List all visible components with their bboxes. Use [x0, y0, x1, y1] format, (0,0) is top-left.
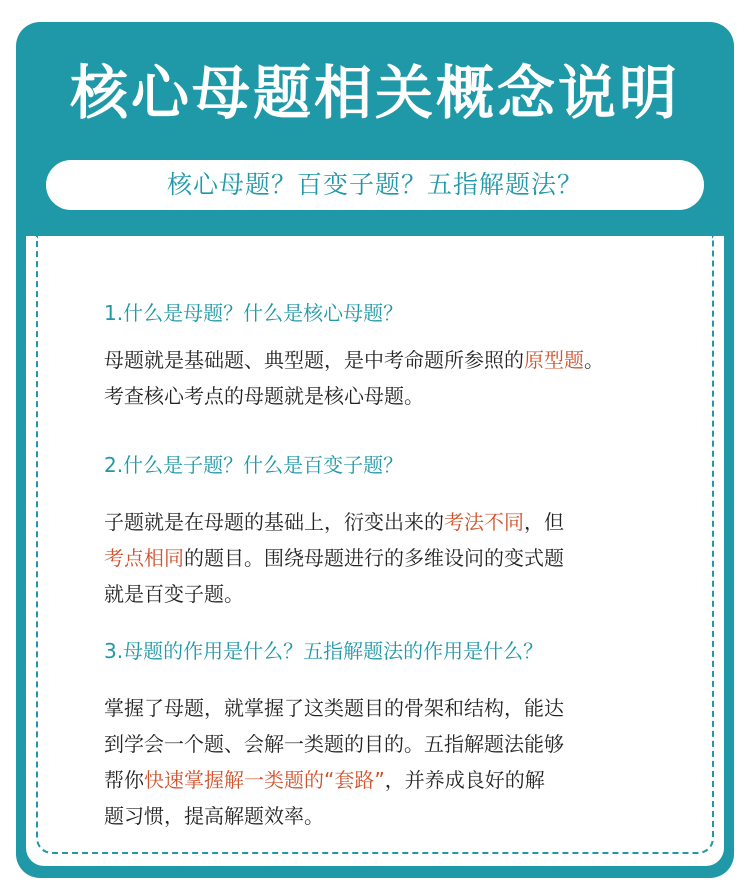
text-segment: 的题目。围绕母题进行的多维设问的变式题	[184, 546, 564, 570]
text-segment: ，但	[524, 510, 564, 534]
text-segment: 。	[584, 348, 604, 372]
section-line	[104, 378, 664, 414]
header-card	[16, 22, 734, 878]
text-segment: 掌握了母题，就掌握了这类题目的骨架和结构，能达	[104, 696, 564, 720]
text-segment: 母题就是基础题、典型题，是中考命题所参照的	[104, 348, 524, 372]
text-segment: 就是百变子题。	[104, 582, 244, 606]
subtitle-banner: 核心母题？百变子题？五指解题法？	[46, 160, 704, 210]
highlight-text: 考点相同	[104, 546, 184, 570]
text-segment: 子题就是在母题的基础上，衍变出来的	[104, 510, 444, 534]
text-segment: 题习惯，提高解题效率。	[104, 804, 324, 828]
highlight-text: 考法不同	[444, 510, 524, 534]
section-3	[104, 636, 664, 834]
page-title: 核心母题相关概念说明	[69, 59, 680, 127]
section-line	[104, 762, 664, 798]
text-segment: 到学会一个题、会解一类题的目的。五指解题法能够	[104, 732, 564, 756]
text-segment: 帮你	[104, 768, 144, 792]
section-line	[104, 576, 664, 612]
section-question: 1.什么是母题？什么是核心母题？	[104, 301, 404, 325]
text-segment: 考查核心考点的母题就是核心母题。	[104, 384, 424, 408]
section-1	[104, 298, 664, 414]
highlight-text: 原型题	[524, 348, 584, 372]
section-line	[104, 798, 664, 834]
section-line	[104, 540, 664, 576]
section-2	[104, 450, 664, 612]
section-question: 3.母题的作用是什么？五指解题法的作用是什么？	[104, 639, 544, 663]
text-segment: ，并养成良好的解	[384, 768, 545, 792]
section-line	[104, 342, 664, 378]
highlight-text: 快速掌握解一类题的“套路”	[144, 768, 385, 792]
section-line	[104, 690, 664, 726]
section-question: 2.什么是子题？什么是百变子题？	[104, 453, 404, 477]
section-line	[104, 726, 664, 762]
content-panel	[26, 236, 724, 866]
section-line	[104, 504, 664, 540]
